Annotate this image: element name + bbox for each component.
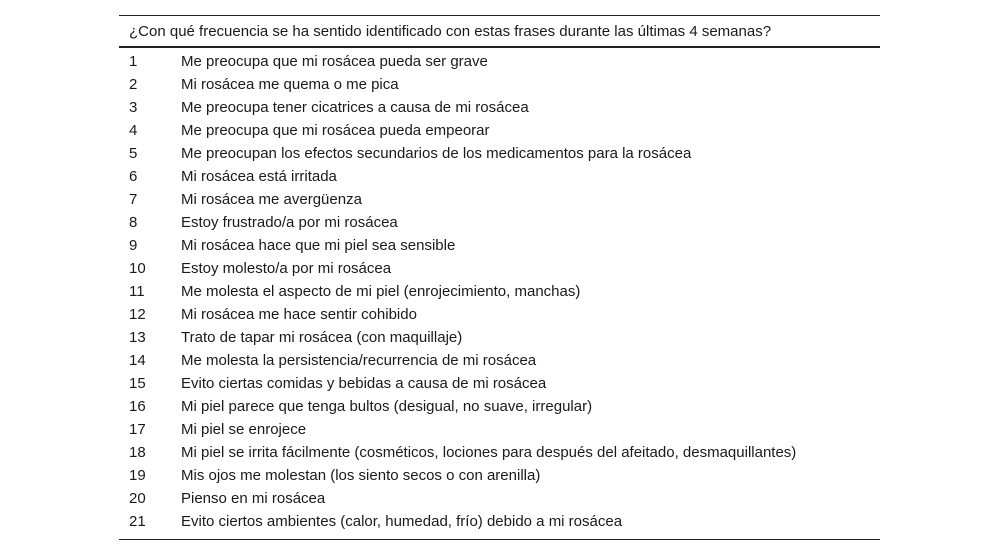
row-text: Pienso en mi rosácea	[181, 490, 326, 507]
table-row	[119, 303, 880, 326]
table-row	[119, 326, 880, 349]
table-header: ¿Con qué frecuencia se ha sentido identificado con estas frases durante las últimas 4 semanas?	[119, 16, 880, 48]
row-text: Me preocupa tener cicatrices a causa de mi rosácea	[181, 99, 529, 116]
row-number: 9	[129, 237, 138, 254]
table-row	[119, 96, 880, 119]
row-text: Estoy frustrado/a por mi rosácea	[181, 214, 398, 231]
row-text: Me preocupa que mi rosácea pueda ser grave	[181, 53, 488, 70]
row-number: 18	[129, 444, 146, 461]
table-row	[119, 119, 880, 142]
row-text: Estoy molesto/a por mi rosácea	[181, 260, 392, 277]
table-row	[119, 487, 880, 510]
row-text: Mi rosácea me quema o me pica	[181, 76, 399, 93]
row-text: Me molesta el aspecto de mi piel (enrojecimiento, manchas)	[181, 283, 581, 300]
table-row	[119, 372, 880, 395]
table-row	[119, 418, 880, 441]
table-row	[119, 73, 880, 96]
row-text: Me molesta la persistencia/recurrencia de mi rosácea	[181, 352, 537, 369]
table-body	[119, 48, 880, 539]
table-row	[119, 211, 880, 234]
row-text: Mi rosácea está irritada	[181, 168, 337, 185]
table-row	[119, 165, 880, 188]
row-number: 3	[129, 99, 138, 116]
row-text: Evito ciertas comidas y bebidas a causa de mi rosácea	[181, 375, 547, 392]
row-number: 13	[129, 329, 146, 346]
row-number: 21	[129, 513, 146, 530]
table-row	[119, 142, 880, 165]
row-number: 7	[129, 191, 138, 208]
table-row	[119, 349, 880, 372]
row-text: Mi piel se enrojece	[181, 421, 307, 438]
row-text: Evito ciertos ambientes (calor, humedad, frío) debido a mi rosácea	[181, 513, 623, 530]
table-row	[119, 234, 880, 257]
row-text: Me preocupa que mi rosácea pueda empeorar	[181, 122, 490, 139]
table-row	[119, 395, 880, 418]
row-number: 20	[129, 490, 146, 507]
table-row	[119, 441, 880, 464]
row-number: 14	[129, 352, 146, 369]
row-text: Mi rosácea me hace sentir cohibido	[181, 306, 417, 323]
row-number: 17	[129, 421, 146, 438]
row-number: 16	[129, 398, 146, 415]
table-row	[119, 510, 880, 533]
table-row	[119, 50, 880, 73]
row-text: Mi rosácea hace que mi piel sea sensible	[181, 237, 456, 254]
questionnaire-table	[119, 15, 880, 540]
row-text: Mi piel se irrita fácilmente (cosméticos, lociones para después del afeitado, desmaquillantes)	[181, 444, 797, 461]
row-text: Mi rosácea me avergüenza	[181, 191, 362, 208]
row-number: 11	[129, 283, 145, 300]
row-number: 8	[129, 214, 138, 231]
row-number: 15	[129, 375, 146, 392]
row-number: 2	[129, 76, 138, 93]
table-row	[119, 464, 880, 487]
row-text: Me preocupan los efectos secundarios de los medicamentos para la rosácea	[181, 145, 692, 162]
table-row	[119, 257, 880, 280]
row-text: Trato de tapar mi rosácea (con maquillaje)	[181, 329, 463, 346]
row-number: 5	[129, 145, 138, 162]
row-number: 1	[129, 53, 138, 70]
row-number: 12	[129, 306, 146, 323]
row-number: 4	[129, 122, 138, 139]
row-text: Mis ojos me molestan (los siento secos o con arenilla)	[181, 467, 541, 484]
row-text: Mi piel parece que tenga bultos (desigual, no suave, irregular)	[181, 398, 593, 415]
row-number: 10	[129, 260, 146, 277]
table-row	[119, 280, 880, 303]
row-number: 19	[129, 467, 146, 484]
table-row	[119, 188, 880, 211]
row-number: 6	[129, 168, 138, 185]
